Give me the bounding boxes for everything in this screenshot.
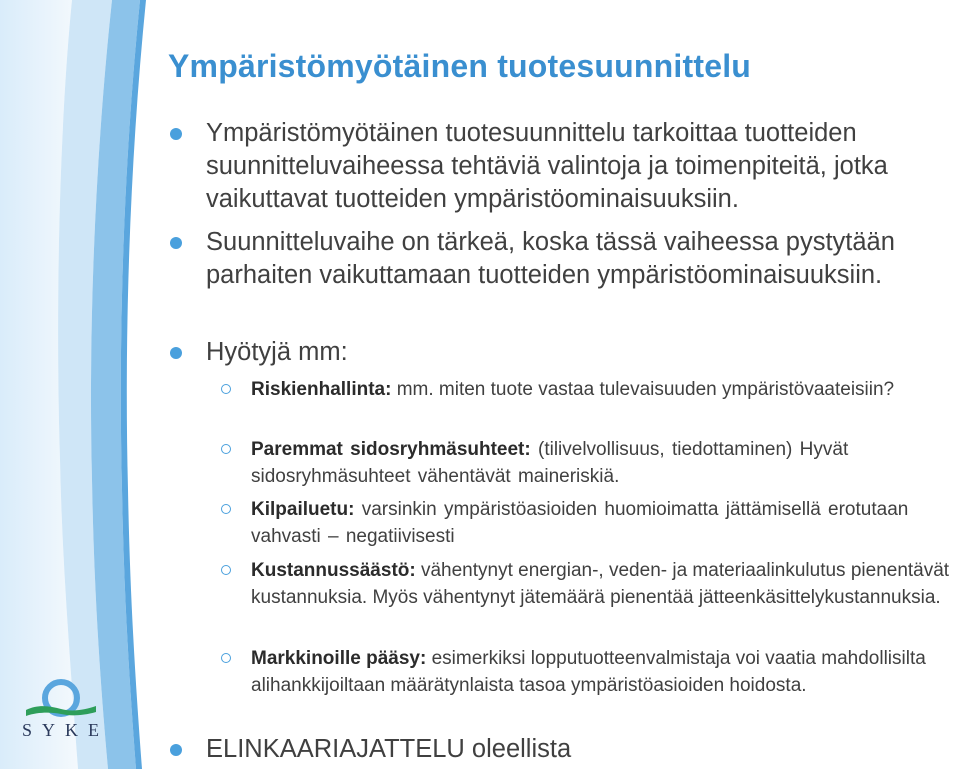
sub-bullet-term: Kilpailuetu: — [251, 499, 355, 520]
sub-bullet-term: Paremmat sidosryhmäsuhteet: — [251, 439, 531, 460]
sub-bullet-text: esimerkiksi lopputuotteenvalmistaja voi vaatia mahdollisilta alihankkijoiltaan määrätynlaista tasoa ympäristöasioiden hoidosta. — [251, 648, 926, 696]
sub-bullet-item — [251, 557, 956, 611]
sub-bullet-circle — [221, 565, 231, 575]
bullet-item — [206, 117, 952, 216]
sub-bullet-text: varsinkin ympäristöasioiden huomioimatta jättämisellä erotutaan vahvasti – negatiivisesti — [251, 499, 909, 547]
sub-bullet-item — [251, 436, 956, 490]
bullet-dot — [170, 237, 182, 249]
sub-bullet-term: Riskienhallinta: — [251, 379, 392, 400]
bullet-dot — [170, 744, 182, 756]
slide-title: Ympäristömyötäinen tuotesuunnittelu — [168, 48, 752, 84]
sub-bullet-text: vähentynyt energian-, veden- ja materiaalinkulutus pienentävät kustannuksia. Myös vähentynyt jätemäärä pienentää jätteenkäsittelykustannuksia. — [251, 560, 950, 608]
sub-bullet-text: (tilivelvollisuus, tiedottaminen) Hyvät sidosryhmäsuhteet vähentävät maineriskiä. — [251, 439, 849, 487]
bullet-dot — [170, 347, 182, 359]
sub-bullet-item — [251, 376, 956, 403]
sub-bullet-item — [251, 645, 956, 699]
bullet-text: Suunnitteluvaihe on tärkeä, koska tässä vaiheessa pystytään parhaiten vaikuttamaan tuotteiden ympäristöominaisuuksiin. — [206, 228, 895, 289]
sub-bullet-circle — [221, 444, 231, 454]
sub-bullet-circle — [221, 504, 231, 514]
sub-bullet-circle — [221, 384, 231, 394]
sub-bullet-circle — [221, 653, 231, 663]
bullet-item — [206, 336, 952, 369]
sub-bullet-item — [251, 496, 956, 550]
sub-bullet-text: mm. miten tuote vastaa tulevaisuuden ympäristövaateisiin? — [391, 379, 895, 400]
bullet-item — [206, 733, 952, 766]
bullet-item — [206, 226, 952, 292]
syke-logo-text: SYKE — [22, 720, 110, 740]
bullet-text: Ympäristömyötäinen tuotesuunnittelu tarkoittaa tuotteiden suunnitteluvaiheessa tehtäviä valintoja ja toimenpiteitä, jotka vaikuttavat tuotteiden ympäristöominaisuuksiin. — [206, 119, 888, 213]
bullet-text: Hyötyjä mm: — [206, 338, 348, 366]
bullet-text: ELINKAARIAJATTELU oleellista — [206, 735, 572, 763]
bullet-dot — [170, 128, 182, 140]
sub-bullet-term: Markkinoille pääsy: — [251, 648, 427, 669]
sub-bullet-term: Kustannussäästö: — [251, 560, 416, 581]
